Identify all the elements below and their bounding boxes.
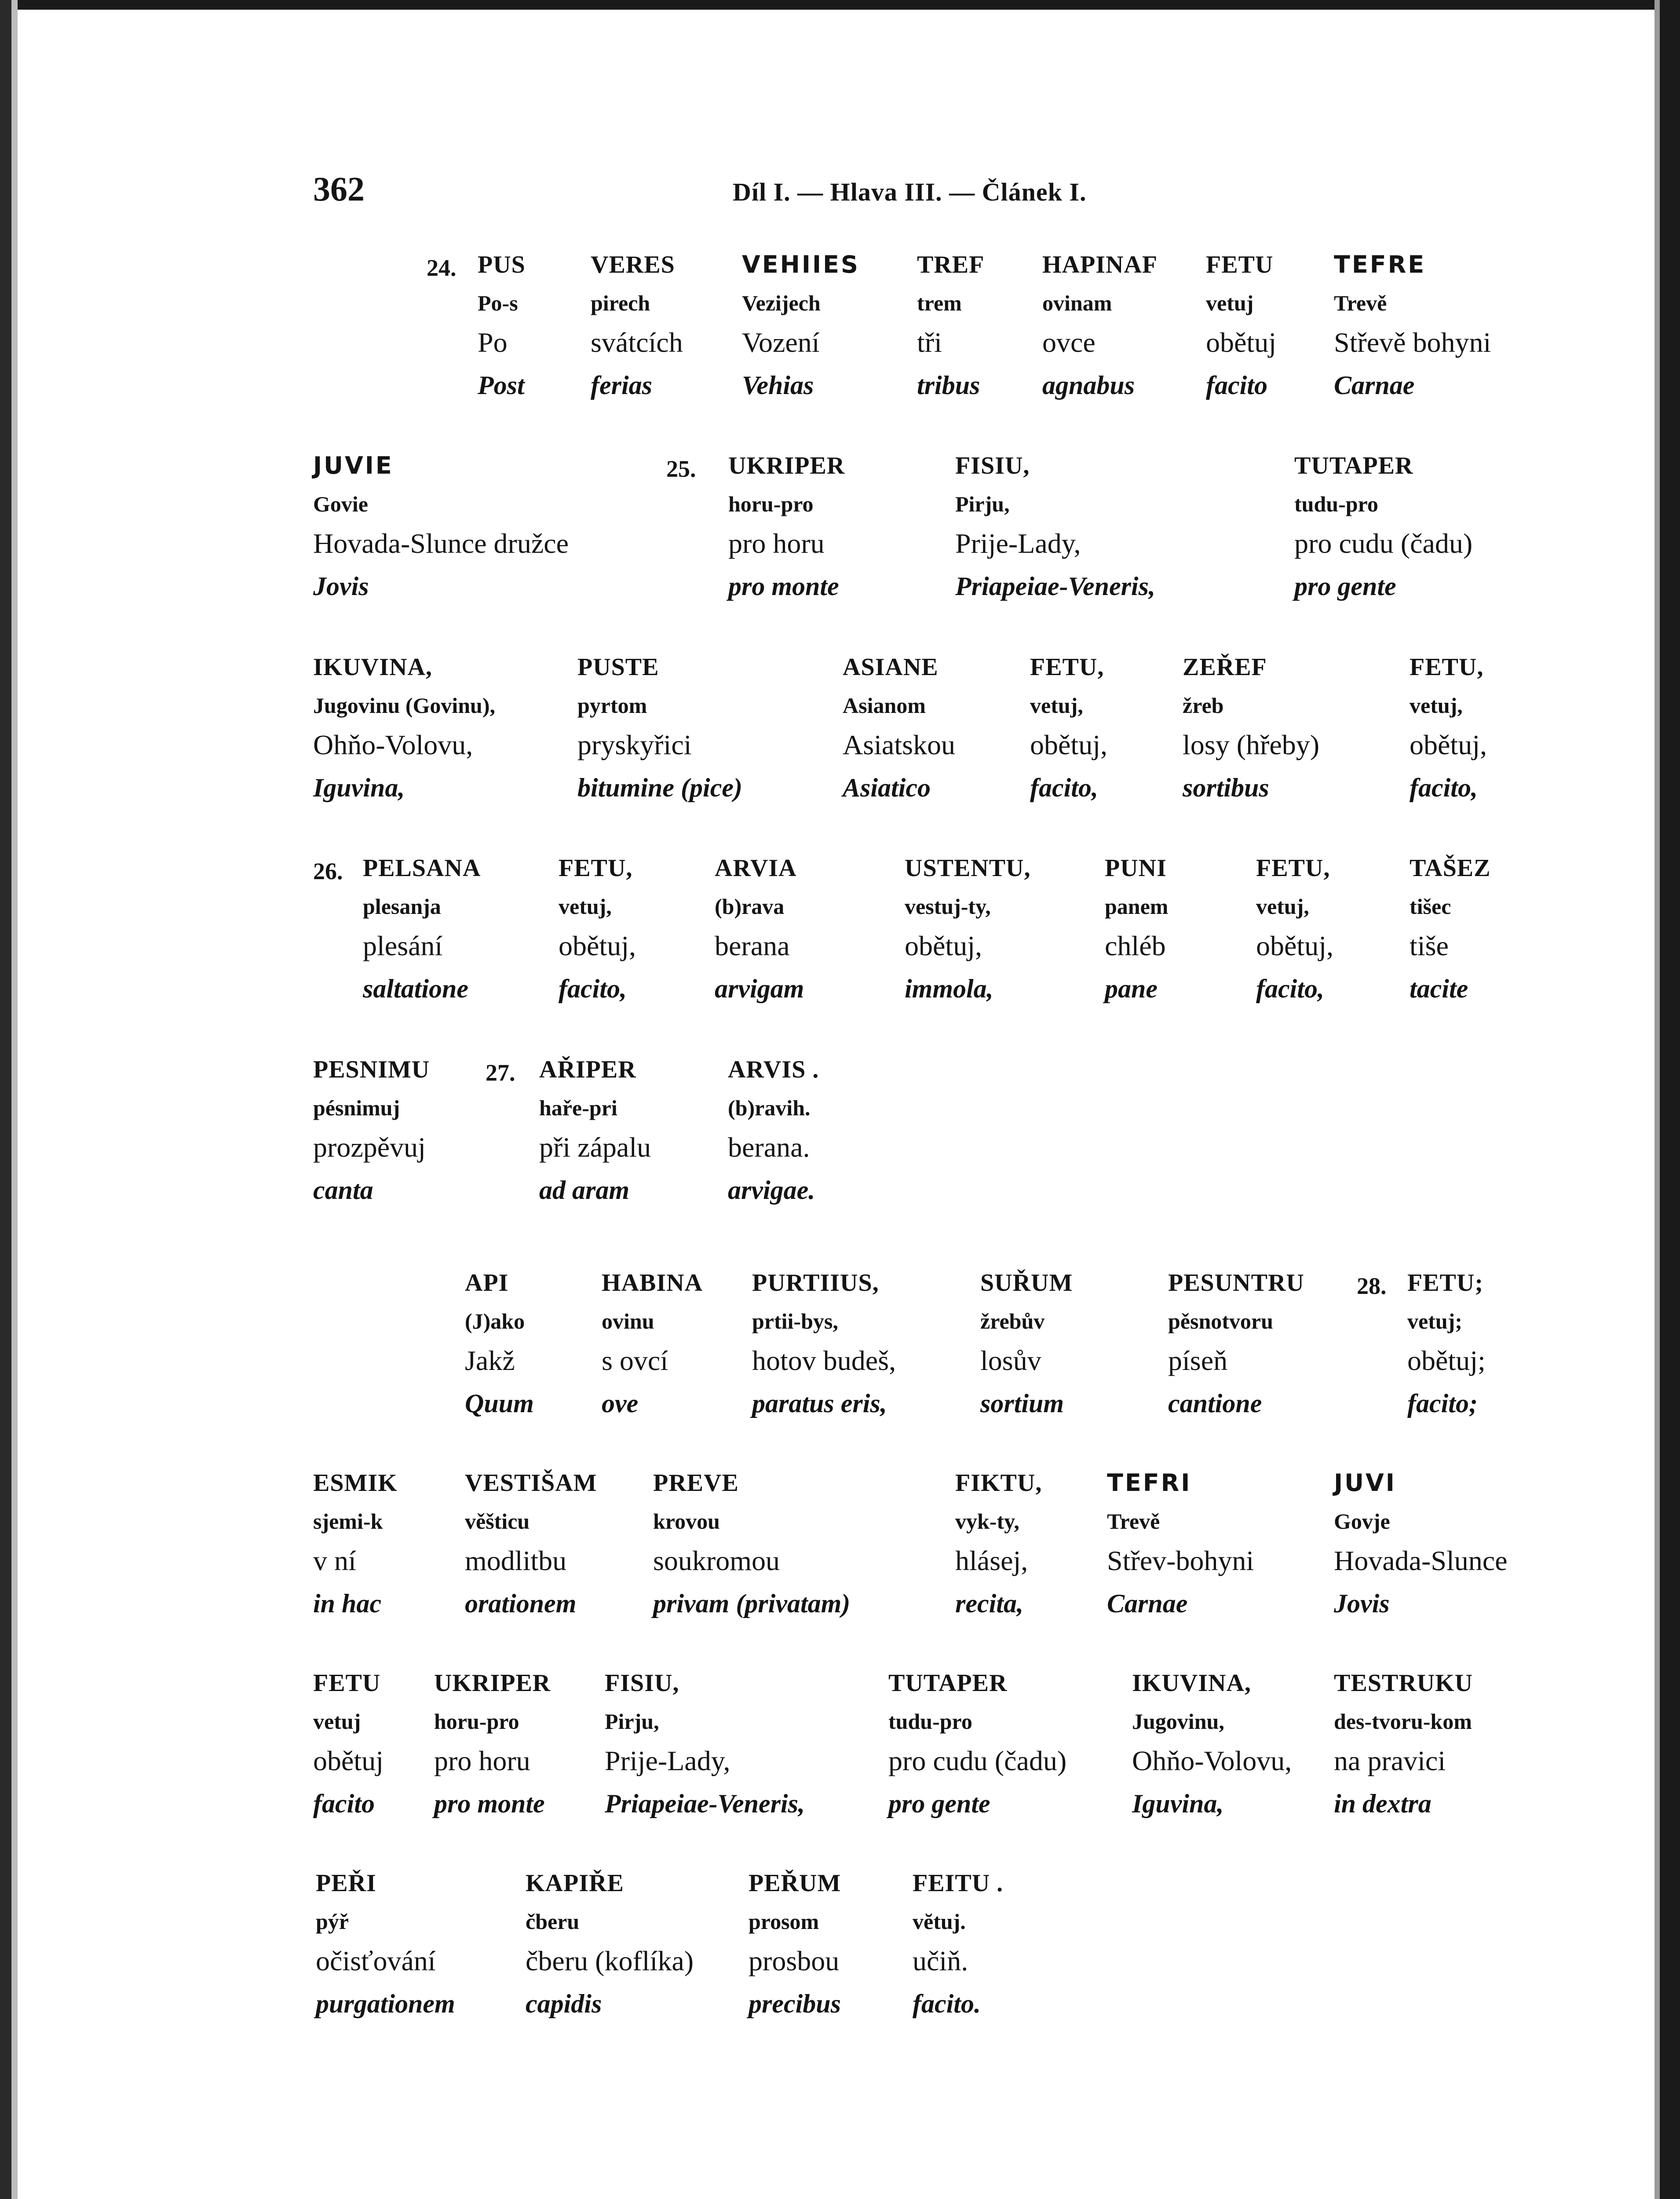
czech-translation: hlásej, — [955, 1545, 1028, 1576]
transcription: pěsnotvoru — [1168, 1309, 1273, 1333]
transcription: Jugovinu (Govinu), — [313, 693, 496, 718]
czech-translation: tiše — [1410, 930, 1449, 961]
umbrian-word: UKRIPER — [728, 452, 845, 479]
transcription: panem — [1105, 894, 1169, 919]
umbrian-word: PREVE — [653, 1469, 739, 1497]
transcription: Pirju, — [955, 492, 1010, 516]
czech-translation: obětuj — [313, 1745, 383, 1776]
latin-gloss: facito; — [1407, 1389, 1478, 1418]
umbrian-word: JUVI — [1334, 1469, 1396, 1497]
latin-gloss: paratus eris, — [752, 1389, 887, 1418]
transcription: horu-pro — [728, 492, 814, 516]
latin-gloss: facito — [1206, 371, 1267, 400]
latin-gloss: recita, — [955, 1589, 1023, 1618]
umbrian-word: TAŠEZ — [1410, 855, 1491, 882]
czech-translation: losy (hřeby) — [1183, 729, 1320, 760]
transcription: plesanja — [363, 894, 441, 919]
transcription: haře-pri — [539, 1096, 617, 1120]
latin-gloss: bitumine (pice) — [577, 773, 742, 802]
latin-gloss: facito, — [559, 974, 627, 1003]
latin-gloss: precibus — [749, 1989, 841, 2018]
latin-gloss: sortibus — [1183, 773, 1269, 802]
transcription: Po-s — [478, 291, 518, 315]
scan-border-right-inner — [1654, 0, 1660, 2199]
latin-gloss: Priapeiae-Veneris, — [605, 1789, 805, 1818]
transcription: vyk-ty, — [955, 1509, 1019, 1534]
transcription: des-tvoru-kom — [1334, 1709, 1472, 1734]
czech-translation: svátcích — [591, 327, 683, 358]
latin-gloss: cantione — [1168, 1389, 1262, 1418]
latin-gloss: facito, — [1256, 974, 1324, 1003]
latin-gloss: Jovis — [313, 572, 369, 601]
umbrian-word: TREF — [917, 251, 985, 278]
czech-translation: losův — [980, 1345, 1041, 1376]
umbrian-word: PEŘUM — [749, 1870, 841, 1897]
umbrian-word: PUNI — [1105, 855, 1167, 882]
umbrian-word: AŘIPER — [539, 1056, 636, 1083]
transcription: vĕtuj. — [913, 1909, 966, 1934]
latin-gloss: ove — [602, 1389, 639, 1418]
transcription: Vezijech — [742, 291, 821, 315]
transcription: Trevě — [1334, 291, 1387, 315]
latin-gloss: Post — [478, 371, 525, 400]
czech-translation: na pravici — [1334, 1745, 1446, 1776]
latin-gloss: in hac — [313, 1589, 382, 1618]
czech-translation: berana. — [728, 1132, 810, 1163]
czech-translation: tři — [917, 327, 942, 358]
transcription: vetuj, — [1410, 693, 1463, 718]
czech-translation: Vození — [742, 327, 820, 358]
transcription: ovinam — [1042, 291, 1112, 315]
verse-number-28: 28. — [1357, 1273, 1387, 1299]
umbrian-word: FEITU . — [913, 1870, 1004, 1897]
umbrian-word: JUVIE — [313, 452, 394, 479]
umbrian-word: HAPINAF — [1042, 251, 1158, 278]
latin-gloss: facito, — [1410, 773, 1478, 802]
czech-translation: pro horu — [434, 1745, 530, 1776]
umbrian-word: FISIU, — [955, 452, 1030, 479]
czech-translation: obětuj, — [1410, 729, 1487, 760]
transcription: Pirju, — [605, 1709, 659, 1734]
czech-translation: Ohňo-Volovu, — [1132, 1745, 1292, 1776]
transcription: pyrtom — [577, 693, 647, 718]
umbrian-word: PEŘI — [316, 1870, 376, 1897]
transcription: tišec — [1410, 894, 1451, 919]
transcription: pirech — [591, 291, 650, 315]
czech-translation: Prije-Lady, — [955, 528, 1081, 559]
latin-gloss: facito — [313, 1789, 375, 1818]
czech-translation: pro cudu (čadu) — [1294, 528, 1473, 559]
czech-translation: Střev-bohyni — [1107, 1545, 1254, 1576]
czech-translation: čberu (koflíka) — [526, 1945, 694, 1976]
czech-translation: obětuj, — [559, 930, 636, 961]
umbrian-word: PUS — [478, 251, 526, 278]
czech-translation: plesání — [363, 930, 443, 961]
transcription: (b)ravih. — [728, 1096, 811, 1120]
latin-gloss: Iguvina, — [1132, 1789, 1224, 1818]
scan-border-left — [0, 0, 11, 2199]
umbrian-word: ARVIS . — [728, 1056, 819, 1083]
umbrian-word: IKUVINA, — [313, 654, 432, 681]
umbrian-word: FETU, — [559, 855, 633, 882]
umbrian-word: FISIU, — [605, 1669, 679, 1697]
umbrian-word: FIKTU, — [955, 1469, 1042, 1497]
czech-translation: Hovada-Slunce družce — [313, 528, 569, 559]
czech-translation: při zápalu — [539, 1132, 651, 1163]
transcription: vetuj, — [559, 894, 612, 919]
verse-number-25: 25. — [666, 456, 696, 482]
umbrian-word: API — [465, 1269, 509, 1297]
umbrian-word: FETU, — [1030, 654, 1104, 681]
latin-gloss: arvigae. — [728, 1176, 815, 1205]
transcription: žrebův — [980, 1309, 1045, 1333]
latin-gloss: facito. — [913, 1989, 981, 2018]
latin-gloss: tacite — [1410, 974, 1468, 1003]
transcription: Govje — [1334, 1509, 1390, 1534]
transcription: krovou — [653, 1509, 720, 1534]
transcription: tudu-pro — [888, 1709, 972, 1734]
latin-gloss: Carnae — [1107, 1589, 1188, 1618]
czech-translation: očisťování — [316, 1945, 436, 1976]
transcription: Trevě — [1107, 1509, 1160, 1534]
czech-translation: obětuj — [1206, 327, 1276, 358]
umbrian-word: UKRIPER — [434, 1669, 551, 1697]
latin-gloss: facito, — [1030, 773, 1098, 802]
czech-translation: Střevě bohyni — [1334, 327, 1491, 358]
umbrian-word: PUSTE — [577, 654, 659, 681]
czech-translation: Po — [478, 327, 508, 358]
transcription: věšticu — [465, 1509, 530, 1534]
umbrian-word: PELSANA — [363, 855, 481, 882]
transcription: prosom — [749, 1909, 819, 1934]
verse-number-24: 24. — [427, 255, 457, 281]
umbrian-word: IKUVINA, — [1132, 1669, 1251, 1697]
latin-gloss: orationem — [465, 1589, 577, 1618]
czech-translation: chléb — [1105, 930, 1166, 961]
czech-translation: píseň — [1168, 1345, 1228, 1376]
czech-translation: s ovcí — [602, 1345, 668, 1376]
transcription: vestuj-ty, — [905, 894, 991, 919]
running-title: Díl I. — Hlava III. — Článek I. — [733, 178, 1087, 206]
transcription: pésnimuj — [313, 1096, 400, 1120]
umbrian-word: TEFRI — [1107, 1469, 1192, 1497]
czech-translation: v ní — [313, 1545, 356, 1576]
latin-gloss: immola, — [905, 974, 993, 1003]
latin-gloss: canta — [313, 1176, 373, 1205]
czech-translation: berana — [715, 930, 790, 961]
latin-gloss: pro monte — [434, 1789, 545, 1818]
scan-border-left-inner — [11, 0, 18, 2199]
umbrian-word: TUTAPER — [888, 1669, 1008, 1697]
czech-translation: prosbou — [749, 1945, 840, 1976]
transcription: sjemi-k — [313, 1509, 383, 1534]
latin-gloss: saltatione — [363, 974, 469, 1003]
umbrian-word: USTENTU, — [905, 855, 1031, 882]
latin-gloss: Vehias — [742, 371, 814, 400]
scan-border-top — [0, 0, 1680, 10]
umbrian-word: FETU; — [1407, 1269, 1483, 1297]
latin-gloss: privam (privatam) — [653, 1589, 851, 1618]
czech-translation: ovce — [1042, 327, 1096, 358]
umbrian-word: VERES — [591, 251, 675, 278]
latin-gloss: agnabus — [1042, 371, 1135, 400]
umbrian-word: VESTIŠAM — [465, 1469, 597, 1497]
czech-translation: Ohňo-Volovu, — [313, 729, 473, 760]
latin-gloss: Carnae — [1334, 371, 1415, 400]
page-number: 362 — [313, 170, 365, 208]
verse-number-26: 26. — [313, 858, 343, 884]
umbrian-word: VEHIIES — [742, 251, 860, 278]
umbrian-word: TUTAPER — [1294, 452, 1413, 479]
czech-translation: soukromou — [653, 1545, 780, 1576]
latin-gloss: arvigam — [715, 974, 804, 1003]
transcription: Jugovinu, — [1132, 1709, 1224, 1734]
umbrian-word: FETU, — [1410, 654, 1484, 681]
page-header — [0, 169, 1680, 218]
czech-translation: prozpěvuj — [313, 1132, 426, 1163]
latin-gloss: Priapeiae-Veneris, — [955, 572, 1155, 601]
transcription: Govie — [313, 492, 368, 516]
transcription: trem — [917, 291, 962, 315]
umbrian-word: HABINA — [602, 1269, 703, 1297]
czech-translation: Jakž — [465, 1345, 515, 1376]
transcription: vetuj; — [1407, 1309, 1462, 1333]
latin-gloss: pro gente — [888, 1789, 990, 1818]
latin-gloss: Asiatico — [843, 773, 931, 802]
umbrian-word: TESTRUKU — [1334, 1669, 1473, 1697]
transcription: vetuj — [1206, 291, 1254, 315]
latin-gloss: ferias — [591, 371, 652, 400]
transcription: (J)ako — [465, 1309, 525, 1333]
czech-translation: obětuj, — [1030, 729, 1107, 760]
czech-translation: Prije-Lady, — [605, 1745, 730, 1776]
czech-translation: obětuj, — [1256, 930, 1333, 961]
czech-translation: Asiatskou — [843, 729, 955, 760]
umbrian-word: KAPIŘE — [526, 1870, 624, 1897]
transcription: vetuj — [313, 1709, 361, 1734]
latin-gloss: Jovis — [1334, 1589, 1390, 1618]
transcription: horu-pro — [434, 1709, 519, 1734]
transcription: (b)rava — [715, 894, 785, 919]
latin-gloss: pro monte — [728, 572, 839, 601]
umbrian-word: FETU, — [1256, 855, 1330, 882]
latin-gloss: Quum — [465, 1389, 534, 1418]
czech-translation: obětuj, — [905, 930, 982, 961]
transcription: žreb — [1183, 693, 1224, 718]
umbrian-word: ZEŘEF — [1183, 654, 1267, 681]
umbrian-word: FETU — [1206, 251, 1274, 278]
czech-translation: pryskyřici — [577, 729, 692, 760]
latin-gloss: Iguvina, — [313, 773, 405, 802]
latin-gloss: pane — [1105, 974, 1158, 1003]
umbrian-word: ASIANE — [843, 654, 939, 681]
umbrian-word: ARVIA — [715, 855, 797, 882]
umbrian-word: ESMIK — [313, 1469, 398, 1497]
transcription: pýř — [316, 1909, 349, 1934]
latin-gloss: ad aram — [539, 1176, 630, 1205]
latin-gloss: in dextra — [1334, 1789, 1432, 1818]
transcription: tudu-pro — [1294, 492, 1378, 516]
umbrian-word: FETU — [313, 1669, 381, 1697]
czech-translation: modlitbu — [465, 1545, 567, 1576]
czech-translation: hotov budeš, — [752, 1345, 896, 1376]
latin-gloss: sortium — [980, 1389, 1064, 1418]
scan-border-right — [1660, 0, 1680, 2199]
transcription: ovinu — [602, 1309, 654, 1333]
transcription: vetuj, — [1030, 693, 1083, 718]
czech-translation: obětuj; — [1407, 1345, 1486, 1376]
latin-gloss: purgationem — [316, 1989, 455, 2018]
czech-translation: učiň. — [913, 1945, 968, 1976]
transcription: prtii-bys, — [752, 1309, 838, 1333]
umbrian-word: PURTIIUS, — [752, 1269, 879, 1297]
umbrian-word: PESUNTRU — [1168, 1269, 1304, 1297]
latin-gloss: tribus — [917, 371, 980, 400]
transcription: čberu — [526, 1909, 580, 1934]
transcription: vetuj, — [1256, 894, 1309, 919]
umbrian-word: TEFRE — [1334, 251, 1426, 278]
czech-translation: pro cudu (čadu) — [888, 1745, 1067, 1776]
verse-number-27: 27. — [486, 1059, 515, 1086]
latin-gloss: pro gente — [1294, 572, 1396, 601]
latin-gloss: capidis — [526, 1989, 602, 2018]
czech-translation: Hovada-Slunce — [1334, 1545, 1508, 1576]
umbrian-word: SUŘUM — [980, 1269, 1073, 1297]
czech-translation: pro horu — [728, 528, 825, 559]
transcription: Asianom — [843, 693, 926, 718]
umbrian-word: PESNIMU — [313, 1056, 430, 1083]
